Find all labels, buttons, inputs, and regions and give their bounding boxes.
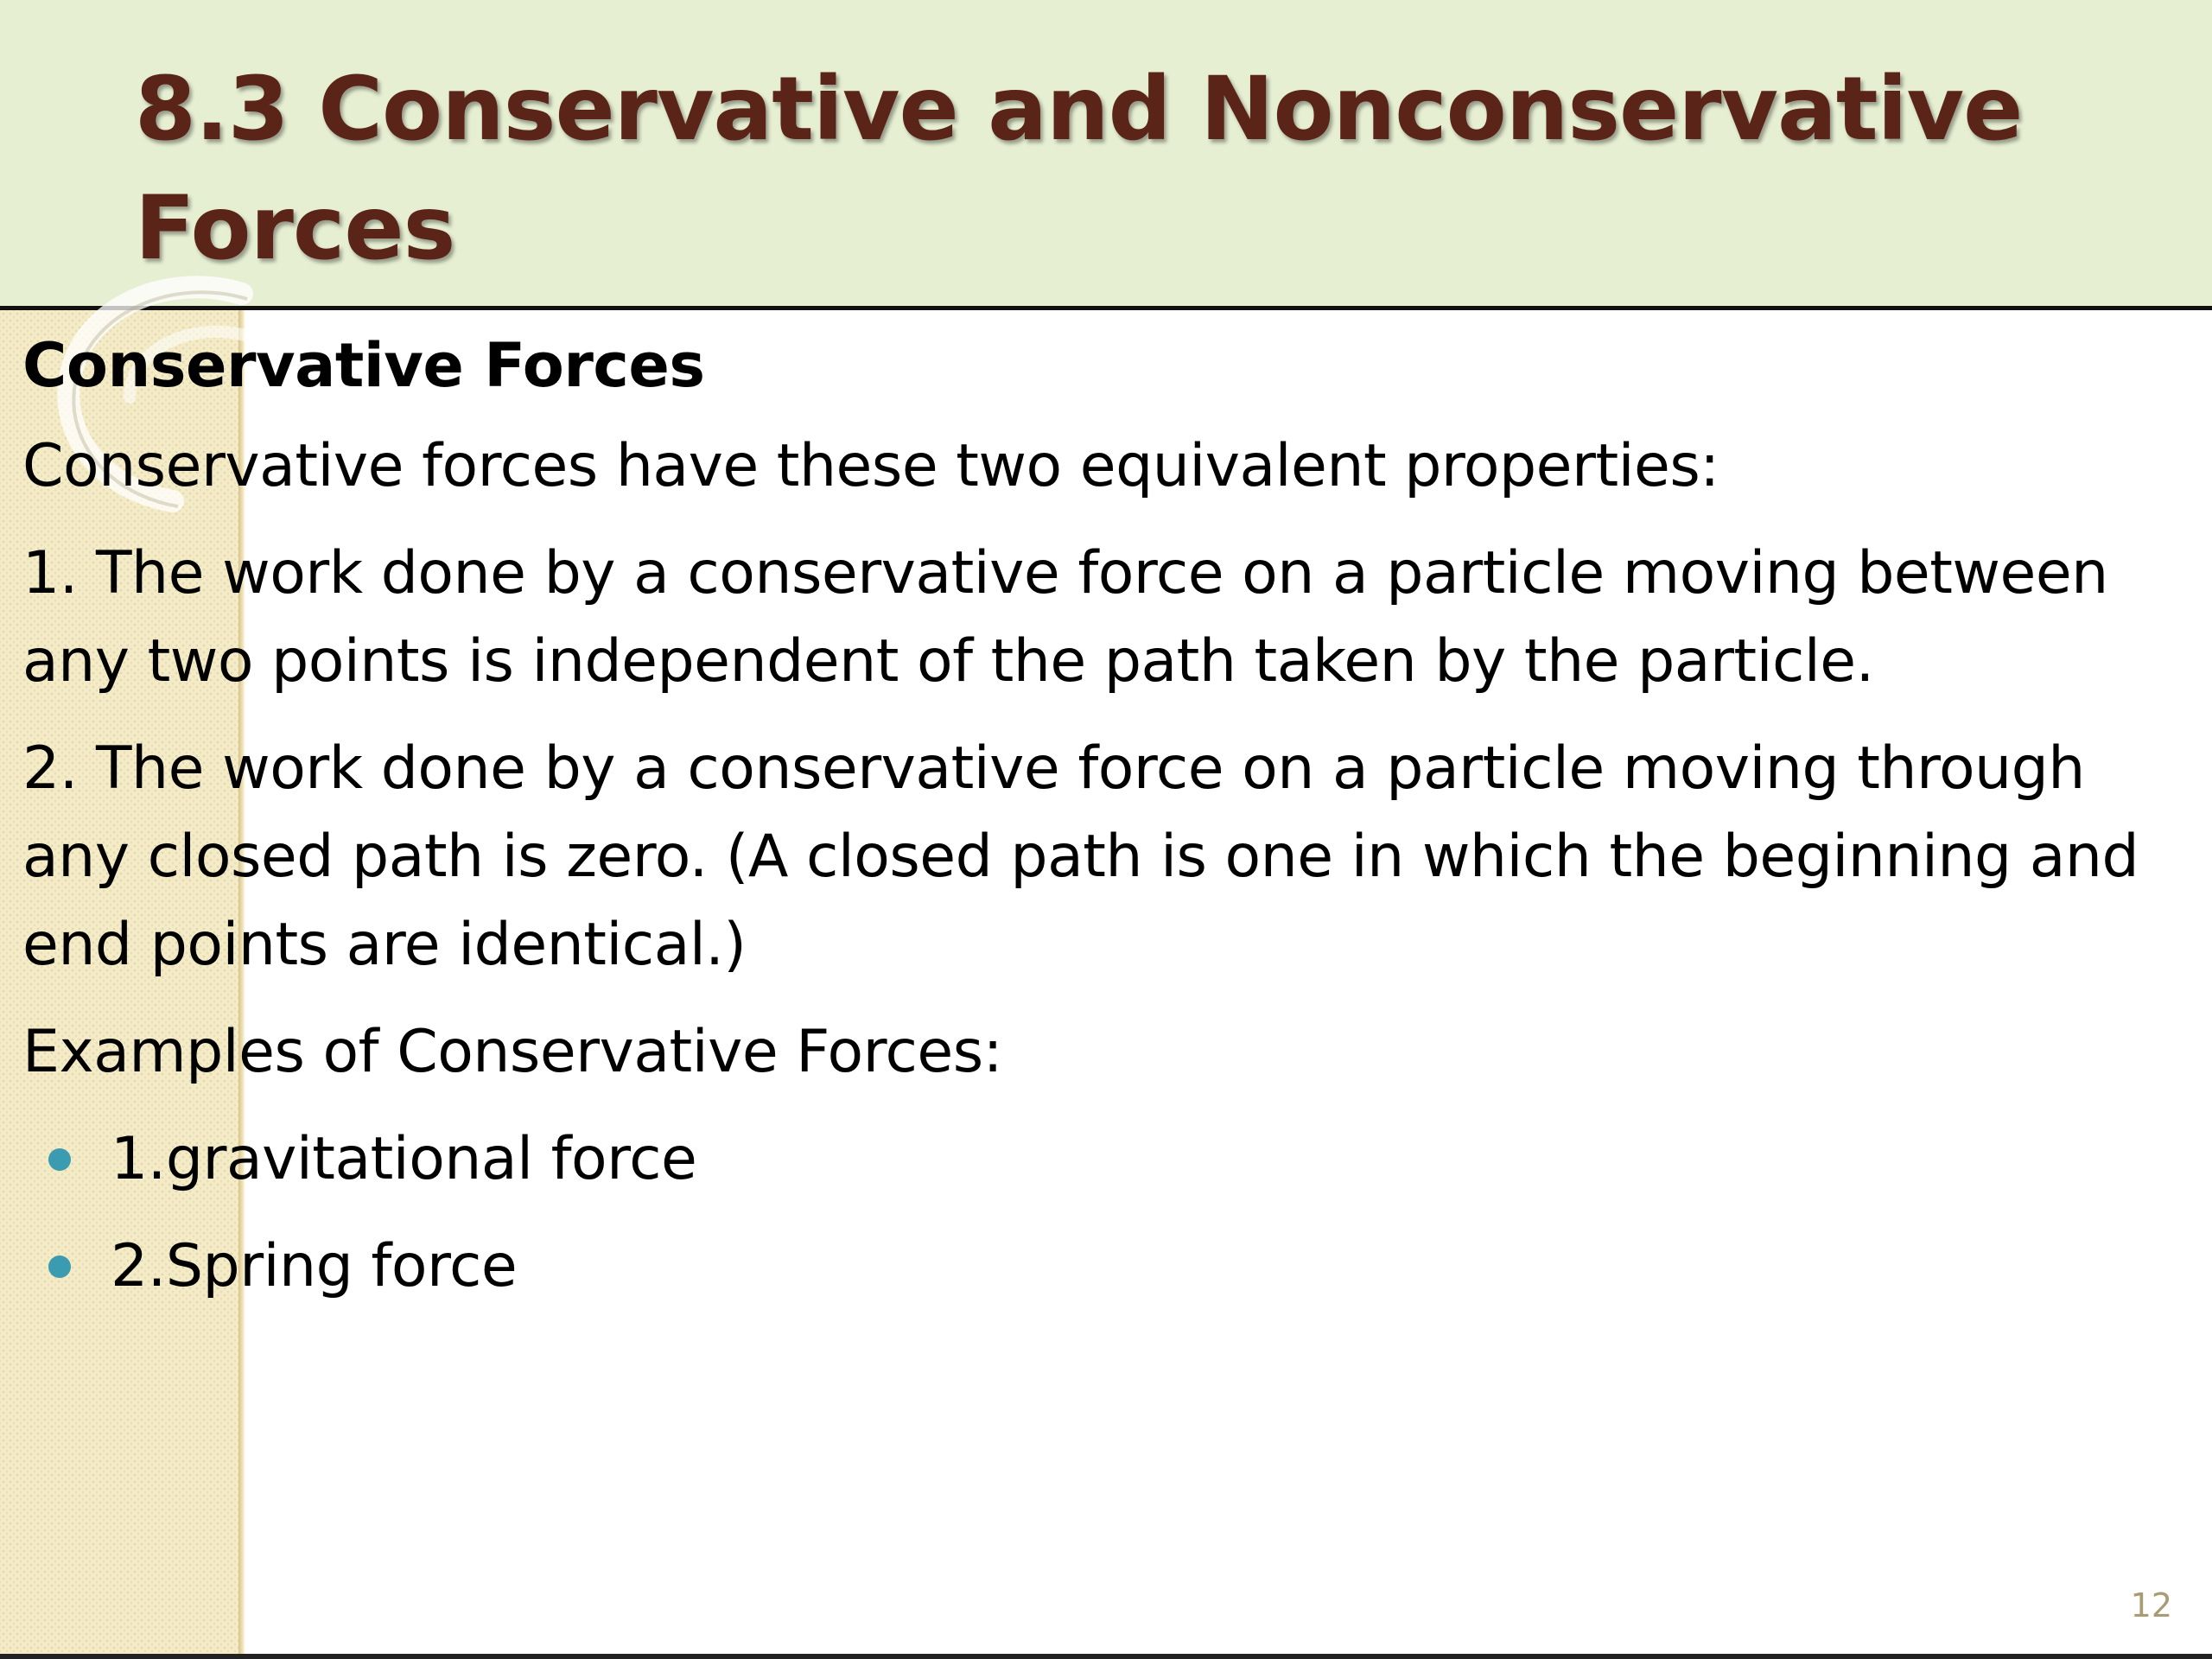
list-item-text: 2.Spring force bbox=[111, 1232, 518, 1300]
slide-body bbox=[22, 324, 2183, 1330]
examples-list bbox=[22, 1116, 2183, 1311]
bullet-icon bbox=[48, 1148, 71, 1171]
bullet-icon bbox=[48, 1255, 71, 1278]
list-item-text: 1.gravitational force bbox=[111, 1125, 697, 1193]
section-heading: Conservative Forces bbox=[22, 330, 705, 401]
list-item bbox=[22, 1116, 2183, 1204]
property-2-text: 2. The work done by a conservative force on a particle moving through any closed path is zero. (A closed path is one in which the beginning and end points are identical.) bbox=[22, 734, 2139, 979]
list-item bbox=[22, 1223, 2183, 1311]
header-divider bbox=[0, 306, 2212, 310]
property-1-text: 1. The work done by a conservative force on a particle moving between any two points is independent of the path taken by the particle. bbox=[22, 539, 2108, 696]
bottom-divider bbox=[0, 1654, 2212, 1659]
examples-heading: Examples of Conservative Forces: bbox=[22, 1018, 1003, 1086]
page-number: 12 bbox=[2130, 1586, 2172, 1624]
slide-title: 8.3 Conservative and Nonconservative Forces bbox=[135, 58, 2023, 280]
intro-text: Conservative forces have these two equivalent properties: bbox=[22, 432, 1719, 500]
